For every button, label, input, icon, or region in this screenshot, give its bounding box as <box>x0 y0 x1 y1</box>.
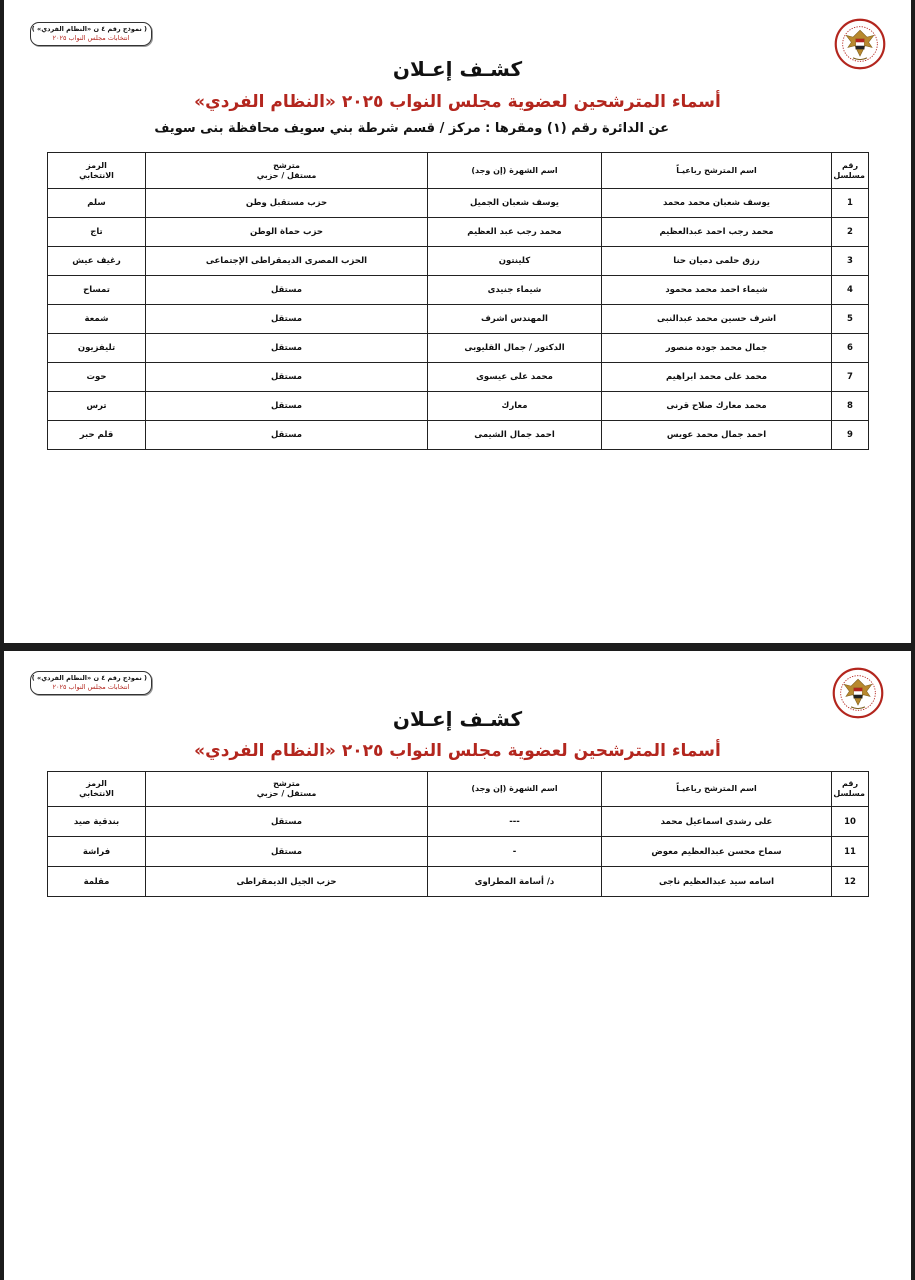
candidate-name-cell: محمد رجب احمد عبدالعظيم <box>602 218 832 247</box>
electoral-symbol-cell: مقلمة <box>48 867 146 897</box>
header-candidate-name: اسم المترشح رباعيـاً <box>602 772 832 807</box>
table-row <box>48 363 869 392</box>
serial-cell: 7 <box>832 363 869 392</box>
electoral-symbol-cell: تمساح <box>48 276 146 305</box>
page-1 <box>4 0 911 643</box>
candidates-table <box>47 152 869 450</box>
serial-cell: 6 <box>832 334 869 363</box>
table-row <box>48 305 869 334</box>
header-electoral-symbol: الرمز الانتخابي <box>48 772 146 807</box>
electoral-symbol-cell: بندقية صيد <box>48 807 146 837</box>
page-title: كشـف إعـلان <box>392 57 523 81</box>
candidate-name-cell: اشرف حسين محمد عبدالنبى <box>602 305 832 334</box>
candidate-type-cell: مستقل <box>146 363 428 392</box>
table-row <box>48 247 869 276</box>
header-serial: رقم مسلسل <box>832 772 869 807</box>
candidates-table <box>47 771 869 897</box>
form-label: ( نموذج رقم ٤ ن «النظام الفردي» ) <box>31 674 147 682</box>
electoral-symbol-cell: حوت <box>48 363 146 392</box>
candidate-type-cell: مستقل <box>146 276 428 305</box>
serial-cell: 4 <box>832 276 869 305</box>
electoral-symbol-cell: ترس <box>48 392 146 421</box>
table-row <box>48 392 869 421</box>
header-electoral-symbol: الرمز الانتخابي <box>48 153 146 189</box>
table-row <box>48 334 869 363</box>
page-subtitle: أسماء المترشحين لعضوية مجلس النواب ٢٠٢٥ «النظام الفردي» <box>194 92 721 112</box>
form-label-box <box>30 22 152 46</box>
header-candidate-type: مترشح مستقل / حزبي <box>146 772 428 807</box>
fame-name-cell: د/ أسامة المطراوى <box>428 867 602 897</box>
candidate-name-cell: محمد على محمد ابراهيم <box>602 363 832 392</box>
header-fame-name: اسم الشهرة (إن وجد) <box>428 153 602 189</box>
form-label-box <box>30 671 152 695</box>
fame-name-cell: --- <box>428 807 602 837</box>
candidate-type-cell: مستقل <box>146 334 428 363</box>
serial-cell: 5 <box>832 305 869 334</box>
table-row <box>48 218 869 247</box>
header-fame-name: اسم الشهرة (إن وجد) <box>428 772 602 807</box>
table-row <box>48 276 869 305</box>
candidate-type-cell: حزب مستقبل وطن <box>146 189 428 218</box>
fame-name-cell: المهندس اشرف <box>428 305 602 334</box>
electoral-symbol-cell: تليفزيون <box>48 334 146 363</box>
form-label: ( نموذج رقم ٤ ن «النظام الفردي» ) <box>31 25 147 33</box>
elections-label: انتخابات مجلس النواب ٢٠٢٥ <box>52 683 130 691</box>
candidate-type-cell: مستقل <box>146 837 428 867</box>
candidate-type-cell: مستقل <box>146 305 428 334</box>
electoral-symbol-cell: فراشة <box>48 837 146 867</box>
candidate-type-cell: حزب الجيل الديمقراطى <box>146 867 428 897</box>
serial-cell: 12 <box>832 867 869 897</box>
candidate-type-cell: مستقل <box>146 807 428 837</box>
serial-cell: 1 <box>832 189 869 218</box>
candidate-type-cell: حزب حماة الوطن <box>146 218 428 247</box>
table-header-row <box>48 772 869 807</box>
candidate-type-cell: الحزب المصرى الديمقراطى الإجتماعى <box>146 247 428 276</box>
serial-cell: 11 <box>832 837 869 867</box>
candidate-name-cell: على رشدى اسماعيل محمد <box>602 807 832 837</box>
candidate-type-cell: مستقل <box>146 421 428 450</box>
fame-name-cell: معارك <box>428 392 602 421</box>
candidate-name-cell: يوسف شعبان محمد محمد <box>602 189 832 218</box>
candidate-name-cell: سماح محسن عبدالعظيم معوض <box>602 837 832 867</box>
candidate-name-cell: جمال محمد جوده منصور <box>602 334 832 363</box>
fame-name-cell: يوسف شعبان الجميل <box>428 189 602 218</box>
fame-name-cell: الدكتور / جمال القليوبى <box>428 334 602 363</box>
fame-name-cell: احمد جمال الشيمى <box>428 421 602 450</box>
fame-name-cell: محمد رجب عبد العظيم <box>428 218 602 247</box>
fame-name-cell: - <box>428 837 602 867</box>
page-subtitle: أسماء المترشحين لعضوية مجلس النواب ٢٠٢٥ «النظام الفردي» <box>194 741 721 761</box>
serial-cell: 8 <box>832 392 869 421</box>
candidate-type-cell: مستقل <box>146 392 428 421</box>
serial-cell: 2 <box>832 218 869 247</box>
fame-name-cell: محمد على عيسوى <box>428 363 602 392</box>
electoral-symbol-cell: تاج <box>48 218 146 247</box>
table-row <box>48 837 869 867</box>
table-header-row <box>48 153 869 189</box>
candidate-name-cell: اسامه سيد عبدالعظيم ناجى <box>602 867 832 897</box>
header-candidate-name: اسم المترشح رباعيـاً <box>602 153 832 189</box>
electoral-symbol-cell: سلم <box>48 189 146 218</box>
candidate-name-cell: رزق حلمى دميان حنا <box>602 247 832 276</box>
serial-cell: 3 <box>832 247 869 276</box>
page-title: كشـف إعـلان <box>392 707 523 731</box>
fame-name-cell: كلينتون <box>428 247 602 276</box>
header-candidate-type: مترشح مستقل / حزبي <box>146 153 428 189</box>
district-line: عن الدائرة رقم (١) ومقرها : مركز / قسم شرطة بني سويف محافظة بنى سويف <box>154 121 669 136</box>
serial-cell: 10 <box>832 807 869 837</box>
header-serial: رقم مسلسل <box>832 153 869 189</box>
electoral-symbol-cell: رغيف عيش <box>48 247 146 276</box>
candidate-name-cell: احمد جمال محمد عويس <box>602 421 832 450</box>
candidate-name-cell: شيماء احمد محمد محمود <box>602 276 832 305</box>
electoral-symbol-cell: شمعة <box>48 305 146 334</box>
page-2 <box>4 651 911 1280</box>
fame-name-cell: شيماء جنيدى <box>428 276 602 305</box>
elections-label: انتخابات مجلس النواب ٢٠٢٥ <box>52 34 130 42</box>
table-row <box>48 421 869 450</box>
table-row <box>48 189 869 218</box>
candidate-name-cell: محمد معارك صلاح قرنى <box>602 392 832 421</box>
table-row <box>48 807 869 837</box>
electoral-symbol-cell: قلم حبر <box>48 421 146 450</box>
serial-cell: 9 <box>832 421 869 450</box>
table-row <box>48 867 869 897</box>
